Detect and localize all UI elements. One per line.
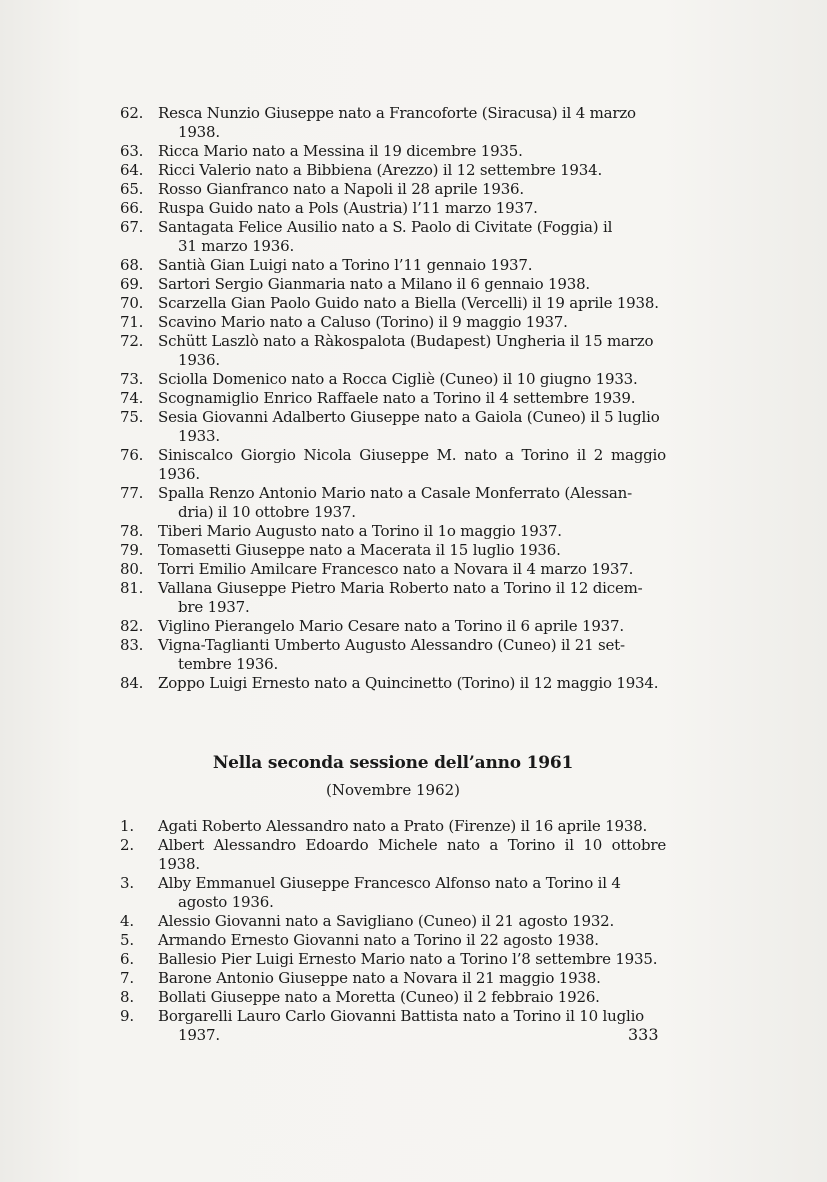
list-item-text: Armando Ernesto Giovanni nato a Torino il 22 agosto 1938. xyxy=(158,931,599,949)
list-item-number: 73. xyxy=(120,370,144,388)
list-item xyxy=(120,104,666,142)
list-item-number: 63. xyxy=(120,142,144,160)
list-item-continuation: tembre 1936. xyxy=(178,655,279,673)
list-item-number: 9. xyxy=(120,1007,134,1025)
list-item xyxy=(120,541,666,560)
list-item-number: 77. xyxy=(120,484,144,502)
list-item-continuation: 1933. xyxy=(178,427,220,445)
list-item xyxy=(120,199,666,218)
list-item-continuation: bre 1937. xyxy=(178,598,250,616)
list-item-number: 64. xyxy=(120,161,144,179)
list-item xyxy=(120,522,666,541)
list-item xyxy=(120,370,666,389)
list-item xyxy=(120,636,666,674)
list-item-text: Ruspa Guido nato a Pols (Austria) l’11 marzo 1937. xyxy=(158,199,538,217)
list-item-number: 79. xyxy=(120,541,144,559)
list-item-number: 67. xyxy=(120,218,144,236)
list-item-text: Santià Gian Luigi nato a Torino l’11 gennaio 1937. xyxy=(158,256,533,274)
list-item-number: 8. xyxy=(120,988,134,1006)
list-item xyxy=(120,560,666,579)
list-item-text: Ballesio Pier Luigi Ernesto Mario nato a Torino l’8 settembre 1935. xyxy=(158,950,658,968)
list-item-text: Vallana Giuseppe Pietro Maria Roberto nato a Torino il 12 dicem- xyxy=(158,579,643,597)
list-item-continuation: 31 marzo 1936. xyxy=(178,237,295,255)
list-item-text: Schütt Laszlò nato a Ràkospalota (Budapest) Ungheria il 15 marzo xyxy=(158,332,654,350)
list-item-number: 3. xyxy=(120,874,134,892)
page-number: 333 xyxy=(628,1025,659,1044)
list-item-text: Viglino Pierangelo Mario Cesare nato a Torino il 6 aprile 1937. xyxy=(158,617,624,635)
list-item xyxy=(120,579,666,617)
list-item-text: Alessio Giovanni nato a Savigliano (Cuneo) il 21 agosto 1932. xyxy=(158,912,615,930)
graduate-list-first xyxy=(120,104,666,693)
list-item-number: 76. xyxy=(120,446,144,464)
list-item-text: Zoppo Luigi Ernesto nato a Quincinetto (Torino) il 12 maggio 1934. xyxy=(158,674,659,692)
list-item-text: Ricci Valerio nato a Bibbiena (Arezzo) il 12 settembre 1934. xyxy=(158,161,603,179)
list-item xyxy=(120,313,666,332)
list-item-number: 80. xyxy=(120,560,144,578)
list-item-text: Santagata Felice Ausilio nato a S. Paolo di Civitate (Foggia) il xyxy=(158,218,613,236)
list-item xyxy=(120,1007,666,1045)
text-column xyxy=(120,104,666,1045)
list-item-number: 65. xyxy=(120,180,144,198)
list-item-text: Siniscalco Giorgio Nicola Giuseppe M. nato a Torino il 2 maggio 1936. xyxy=(158,446,666,483)
list-item xyxy=(120,874,666,912)
list-item-continuation: agosto 1936. xyxy=(178,893,274,911)
list-item xyxy=(120,817,666,836)
list-item-text: Alby Emmanuel Giuseppe Francesco Alfonso nato a Torino il 4 xyxy=(158,874,621,892)
list-item xyxy=(120,180,666,199)
list-item-number: 72. xyxy=(120,332,144,350)
list-item-text: Tiberi Mario Augusto nato a Torino il 1o maggio 1937. xyxy=(158,522,562,540)
list-item-continuation: 1936. xyxy=(178,351,220,369)
list-item xyxy=(120,950,666,969)
list-item xyxy=(120,912,666,931)
section-heading: Nella seconda sessione dell’anno 1961 xyxy=(212,753,574,773)
list-item-text: Scognamiglio Enrico Raffaele nato a Torino il 4 settembre 1939. xyxy=(158,389,636,407)
list-item-text: Scavino Mario nato a Caluso (Torino) il 9 maggio 1937. xyxy=(158,313,568,331)
list-item-number: 1. xyxy=(120,817,134,835)
list-item-number: 84. xyxy=(120,674,144,692)
list-item xyxy=(120,988,666,1007)
list-item xyxy=(120,836,666,874)
list-item-number: 78. xyxy=(120,522,144,540)
list-item-text: Barone Antonio Giuseppe nato a Novara il 21 maggio 1938. xyxy=(158,969,601,987)
list-item-text: Resca Nunzio Giuseppe nato a Francoforte (Siracusa) il 4 marzo xyxy=(158,104,636,122)
list-item-number: 81. xyxy=(120,579,144,597)
list-item xyxy=(120,275,666,294)
list-item-number: 6. xyxy=(120,950,134,968)
list-item-number: 69. xyxy=(120,275,144,293)
list-item-number: 62. xyxy=(120,104,144,122)
list-item xyxy=(120,256,666,275)
list-item xyxy=(120,931,666,950)
list-item-text: Albert Alessandro Edoardo Michele nato a Torino il 10 ottobre 1938. xyxy=(158,836,666,873)
list-item xyxy=(120,161,666,180)
list-item-text: Sciolla Domenico nato a Rocca Cigliè (Cuneo) il 10 giugno 1933. xyxy=(158,370,638,388)
list-item-text: Sesia Giovanni Adalberto Giuseppe nato a Gaiola (Cuneo) il 5 luglio xyxy=(158,408,660,426)
list-item xyxy=(120,484,666,522)
section-subheading: (Novembre 1962) xyxy=(325,781,461,799)
list-item-number: 5. xyxy=(120,931,134,949)
list-item-text: Agati Roberto Alessandro nato a Prato (Firenze) il 16 aprile 1938. xyxy=(158,817,648,835)
list-item-number: 82. xyxy=(120,617,144,635)
list-item xyxy=(120,446,666,484)
list-item xyxy=(120,969,666,988)
list-item-text: Spalla Renzo Antonio Mario nato a Casale Monferrato (Alessan- xyxy=(158,484,632,502)
list-item-number: 74. xyxy=(120,389,144,407)
list-item-text: Vigna-Taglianti Umberto Augusto Alessandro (Cuneo) il 21 set- xyxy=(158,636,625,654)
list-item-continuation: dria) il 10 ottobre 1937. xyxy=(178,503,356,521)
list-item-number: 66. xyxy=(120,199,144,217)
list-item-number: 83. xyxy=(120,636,144,654)
list-item-number: 4. xyxy=(120,912,134,930)
list-item xyxy=(120,617,666,636)
list-item-number: 68. xyxy=(120,256,144,274)
list-item-number: 2. xyxy=(120,836,134,854)
list-item xyxy=(120,142,666,161)
list-item xyxy=(120,408,666,446)
list-item-text: Rosso Gianfranco nato a Napoli il 28 aprile 1936. xyxy=(158,180,524,198)
list-item-text: Borgarelli Lauro Carlo Giovanni Battista nato a Torino il 10 luglio xyxy=(158,1007,645,1025)
list-item xyxy=(120,332,666,370)
list-item-text: Scarzella Gian Paolo Guido nato a Biella (Vercelli) il 19 aprile 1938. xyxy=(158,294,659,312)
list-item-continuation: 1937. xyxy=(178,1026,220,1044)
list-item-text: Bollati Giuseppe nato a Moretta (Cuneo) il 2 febbraio 1926. xyxy=(158,988,600,1006)
list-item-text: Sartori Sergio Gianmaria nato a Milano il 6 gennaio 1938. xyxy=(158,275,590,293)
list-item-number: 71. xyxy=(120,313,144,331)
list-item-text: Ricca Mario nato a Messina il 19 dicembre 1935. xyxy=(158,142,523,160)
list-item xyxy=(120,674,666,693)
list-item xyxy=(120,389,666,408)
list-item xyxy=(120,294,666,313)
list-item-text: Tomasetti Giuseppe nato a Macerata il 15 luglio 1936. xyxy=(158,541,561,559)
list-item-number: 75. xyxy=(120,408,144,426)
list-item-number: 7. xyxy=(120,969,134,987)
list-item-continuation: 1938. xyxy=(178,123,220,141)
graduate-list-second xyxy=(120,817,666,1045)
list-item xyxy=(120,218,666,256)
list-item-number: 70. xyxy=(120,294,144,312)
list-item-text: Torri Emilio Amilcare Francesco nato a Novara il 4 marzo 1937. xyxy=(158,560,634,578)
